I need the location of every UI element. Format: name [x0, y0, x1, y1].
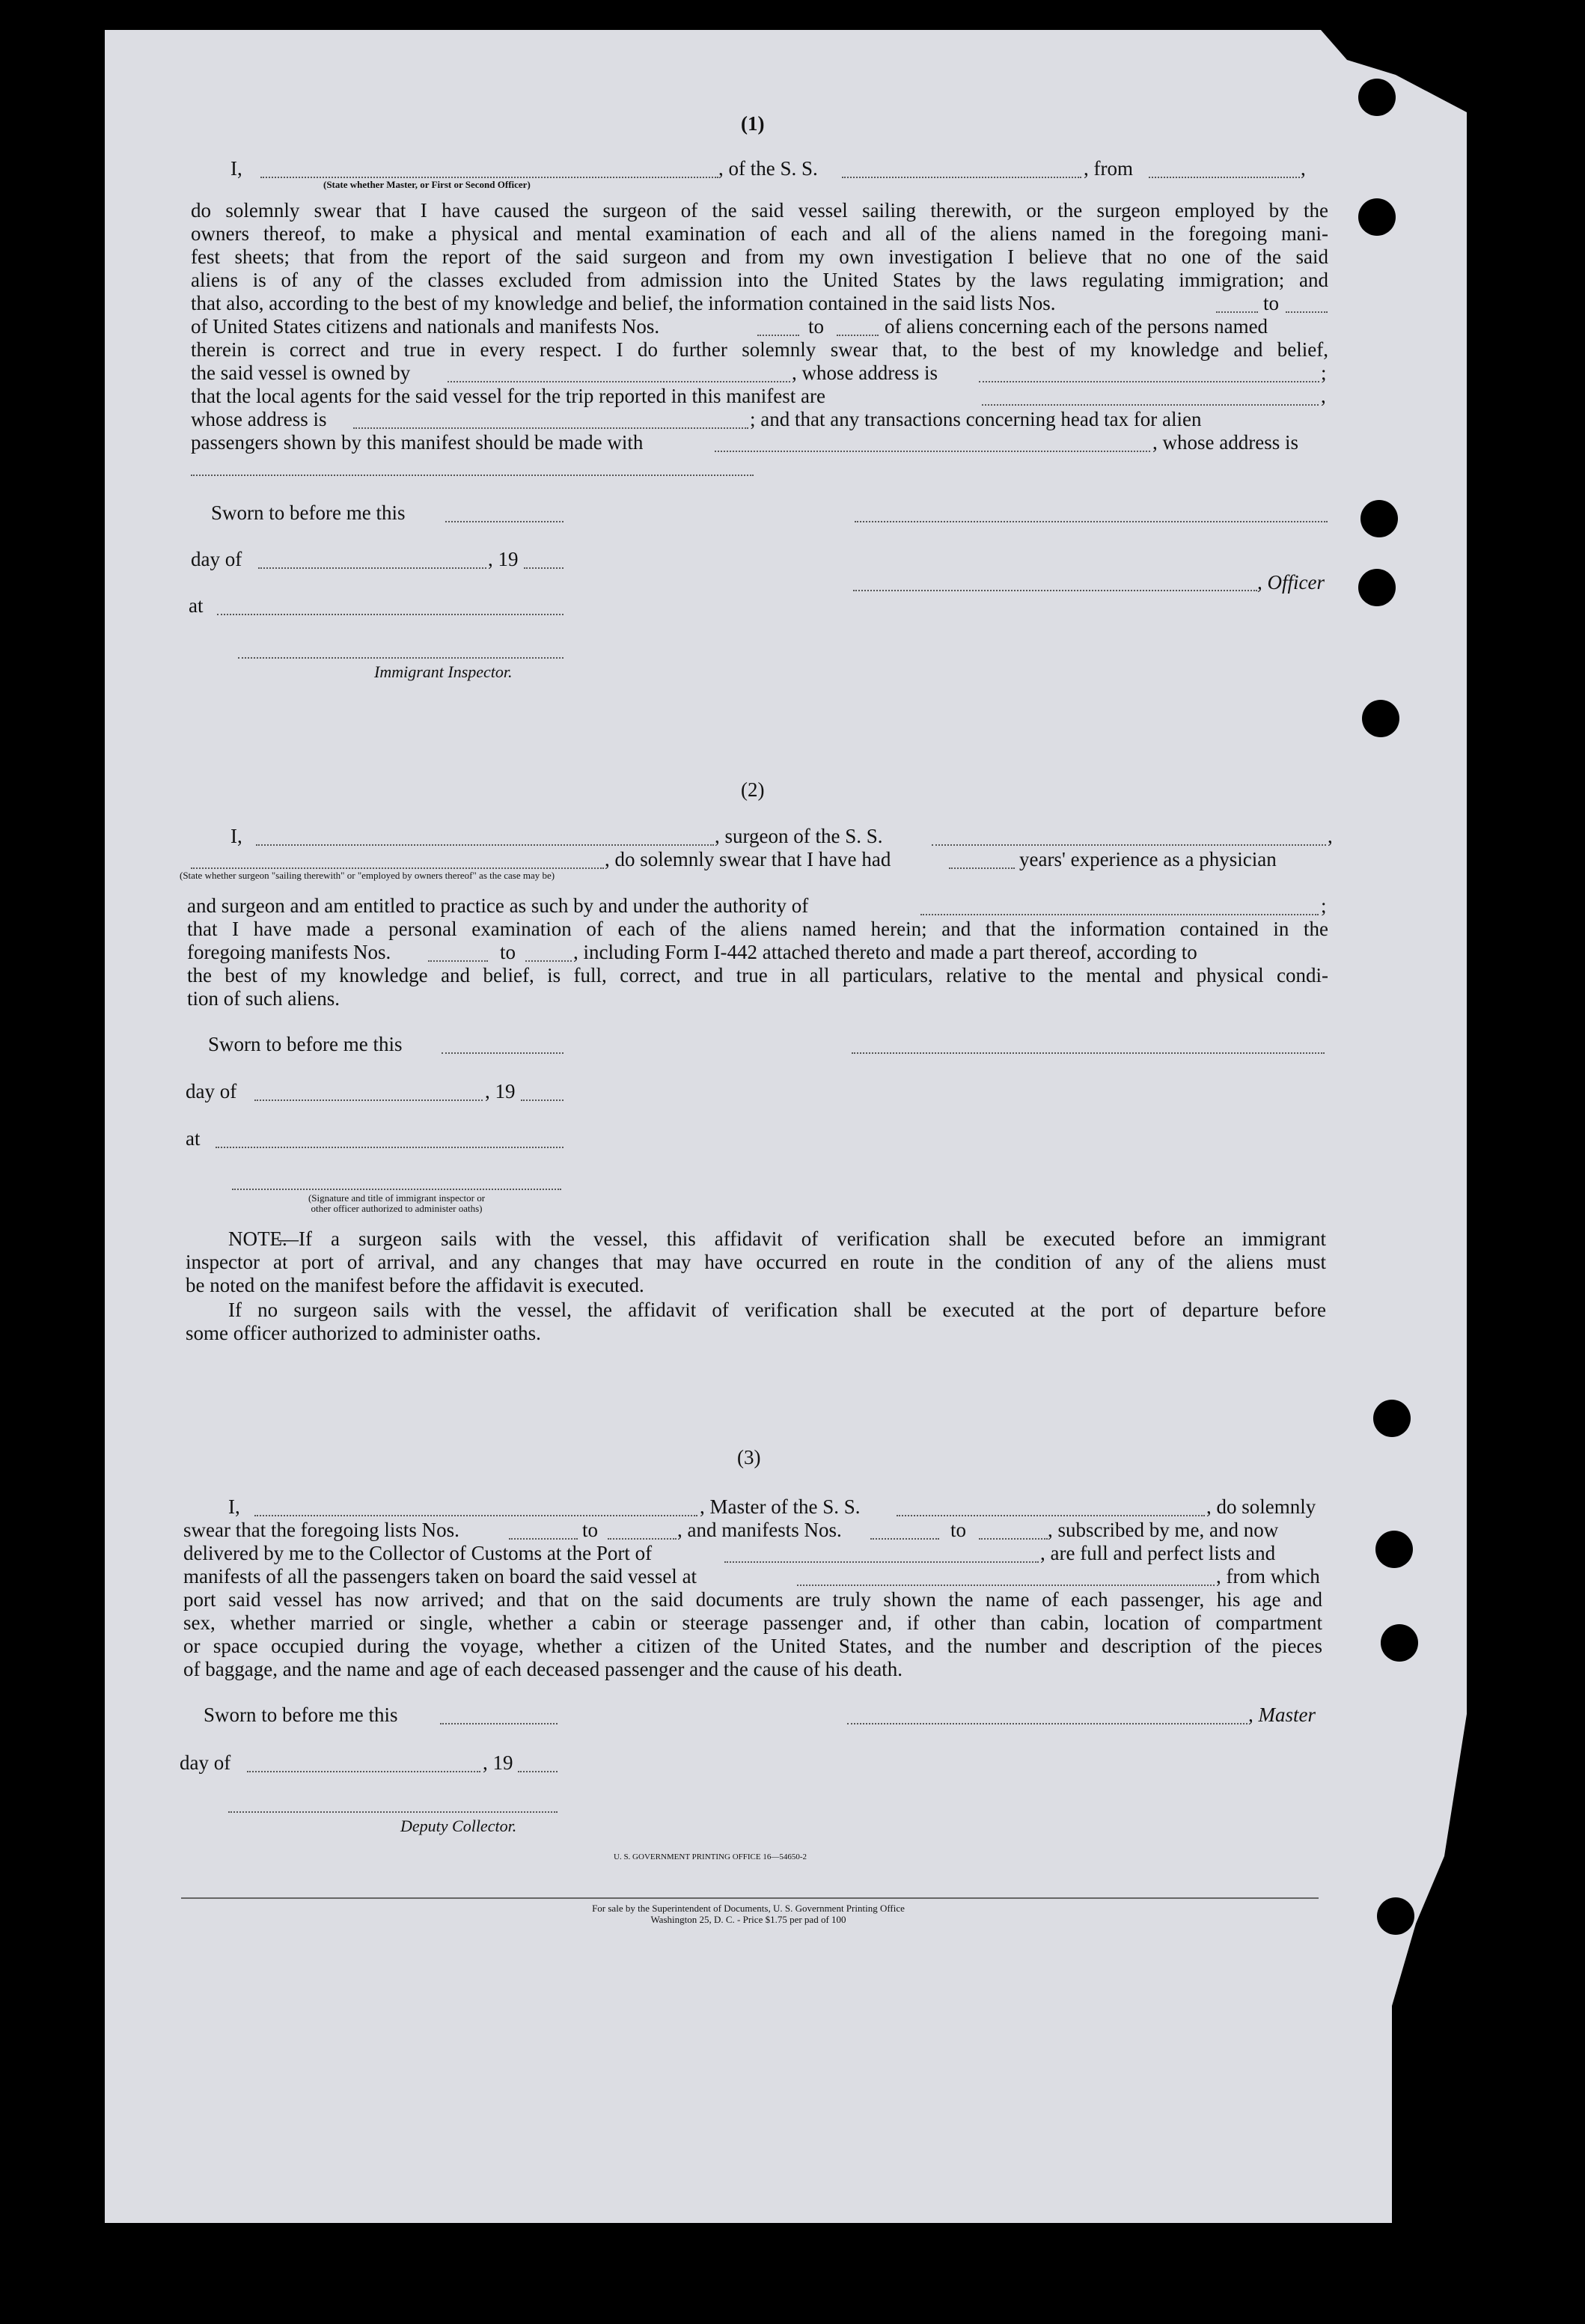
- delivered-text: delivered by me to the Collector of Customs at the Port of: [183, 1542, 653, 1564]
- blank-month: [258, 567, 486, 569]
- sig-note-2: other officer authorized to administer oaths): [311, 1203, 483, 1214]
- blank-at: [217, 614, 564, 615]
- sig-note-1: (Signature and title of immigrant inspector or: [308, 1192, 486, 1204]
- from-label: , from: [1084, 157, 1133, 180]
- blank-s2-inspector: [232, 1189, 561, 1190]
- blank-manifest-from: [757, 335, 799, 336]
- blank-s2-to: [525, 960, 572, 962]
- blank-owner: [448, 381, 790, 382]
- blank-s3-year: [518, 1771, 558, 1772]
- best-text: the best of my knowledge and belief, is full, correct, and true in all particulars, relative to the mental and physical condi-: [187, 964, 1328, 986]
- s1-para-7: therein is correct and true in every respect. I do further solemnly swear that, to the best of my knowledge and belief,: [191, 338, 1328, 361]
- full-lists: , are full and perfect lists and: [1040, 1542, 1276, 1564]
- s3-year: , 19: [483, 1751, 513, 1774]
- s2-year: , 19: [485, 1080, 516, 1102]
- section-1-heading: (1): [741, 112, 765, 135]
- sale-line-2: Washington 25, D. C. - Price $1.75 per pad of 100: [650, 1914, 846, 1925]
- s3-sworn: Sworn to before me this: [204, 1704, 398, 1726]
- blank-master-signature: [847, 1723, 1247, 1724]
- from-which: , from which: [1216, 1565, 1320, 1588]
- whose-address-label: whose address is: [191, 408, 327, 430]
- blank-s3-manifest-to: [979, 1538, 1048, 1540]
- blank-port: [724, 1561, 1039, 1563]
- comma: ,: [1321, 385, 1326, 407]
- owned-by: the said vessel is owned by: [191, 362, 411, 384]
- punch-hole: [1381, 1624, 1418, 1662]
- transactions-text: ; and that any transactions concerning head tax for alien: [750, 408, 1202, 430]
- s2-sworn: Sworn to before me this: [208, 1033, 403, 1055]
- master-of: , Master of the S. S.: [700, 1495, 861, 1518]
- note-line-3: be noted on the manifest before the affidavit is executed.: [186, 1274, 644, 1296]
- punch-hole: [1373, 1400, 1411, 1437]
- s1-para-6: of United States citizens and nationals and manifests Nos.: [191, 315, 660, 338]
- blank-officer-signature: [855, 521, 1328, 522]
- footer-rule: [181, 1897, 1319, 1899]
- gpo-imprint: U. S. GOVERNMENT PRINTING OFFICE 16—54650-2: [614, 1852, 807, 1861]
- blank-s3-sworn-day: [440, 1723, 558, 1724]
- punch-hole: [1358, 79, 1396, 116]
- s3-para-1: port said vessel has now arrived; and that on the said documents are truly shown the name of each passenger, his age and: [183, 1588, 1322, 1611]
- s2-to: to: [500, 941, 516, 963]
- to-label: to: [1263, 292, 1280, 314]
- blank-authority: [920, 914, 1319, 915]
- blank-deputy-signature: [228, 1811, 558, 1813]
- swear-lists: swear that the foregoing lists Nos.: [183, 1519, 459, 1541]
- sworn-label: Sworn to before me this: [211, 501, 406, 524]
- of-the-ss: , of the S. S.: [718, 157, 818, 180]
- blank-officer-title: [853, 590, 1257, 591]
- note-line-1: —If a surgeon sails with the vessel, this affidavit of verification shall be executed before an immigrant: [278, 1227, 1326, 1250]
- punch-hole: [1358, 569, 1396, 606]
- s2-i: I,: [230, 825, 242, 847]
- s1-para-3: fest sheets; that from the report of the said surgeon and from my own investigation I believe that no one of the said: [191, 245, 1328, 268]
- section-2-heading: (2): [741, 778, 765, 801]
- subscribed-text: , subscribed by me, and now: [1048, 1519, 1279, 1541]
- blank-head-tax-address: [191, 475, 754, 476]
- s2-semicolon: ;: [1321, 894, 1327, 917]
- s2-day-of: day of: [186, 1080, 237, 1102]
- blank-years: [949, 867, 1015, 869]
- s2-end: ,: [1328, 825, 1333, 847]
- blank-agents: [982, 404, 1319, 406]
- officer-label: , Officer: [1257, 571, 1325, 594]
- passengers-text: passengers shown by this manifest should be made with: [191, 431, 644, 454]
- semicolon: ;: [1321, 362, 1327, 384]
- blank-s2-sworn-day: [442, 1052, 564, 1054]
- blank-s3-month: [247, 1771, 480, 1772]
- blank-s2-at: [216, 1147, 564, 1148]
- blank-year: [524, 567, 564, 569]
- s1-para-2: owners thereof, to make a physical and mental examination of each and all of the aliens named in the foregoing mani-: [191, 222, 1328, 245]
- including-text: , including Form I-442 attached thereto and made a part thereof, according to: [573, 941, 1197, 963]
- s1-para-4: aliens is of any of the classes excluded from admission into the United States by the laws regulating immigration; and: [191, 269, 1328, 291]
- master-label: , Master: [1248, 1704, 1316, 1726]
- foregoing-text: foregoing manifests Nos.: [187, 941, 391, 963]
- swear-had: , do solemnly swear that I have had: [605, 848, 891, 870]
- do-solemnly: , do solemnly: [1206, 1495, 1316, 1518]
- s3-para-2: sex, whether married or single, whether a cabin or steerage passenger and, if other than cabin, location of compartment: [183, 1611, 1322, 1634]
- surgeon-of: , surgeon of the S. S.: [715, 825, 883, 847]
- blank-inspector-signature: [238, 657, 564, 659]
- whose-address: , whose address is: [792, 362, 938, 384]
- line1-end: ,: [1301, 157, 1306, 180]
- line-i: I,: [230, 157, 242, 180]
- blank-manifest-to: [837, 335, 879, 336]
- note-line-2: inspector at port of arrival, and any changes that may have occurred en route in the condition of any of the aliens must: [186, 1251, 1326, 1273]
- local-agents: that the local agents for the said vessel for the trip reported in this manifest are: [191, 385, 825, 407]
- blank-master-name: [254, 1515, 697, 1516]
- blank-s3-lists-to: [608, 1538, 677, 1540]
- blank-from: [1149, 177, 1300, 178]
- blank-s2-year: [521, 1100, 564, 1101]
- to-label: to: [808, 315, 825, 338]
- blank-head-tax: [715, 451, 1150, 452]
- blank-master: [260, 177, 718, 178]
- s3-to-1: to: [582, 1519, 599, 1541]
- day-of-label: day of: [191, 548, 242, 570]
- punch-hole: [1358, 198, 1396, 236]
- blank-lists-to: [1286, 311, 1328, 313]
- punch-hole: [1377, 1897, 1414, 1935]
- s3-para-4: of baggage, and the name and age of each deceased passenger and the cause of his death.: [183, 1658, 903, 1680]
- blank-agent-address: [353, 427, 748, 429]
- blank-lists-from: [1216, 311, 1258, 313]
- s1-para-5: that also, according to the best of my knowledge and belief, the information contained in the said lists Nos.: [191, 292, 1056, 314]
- blank-s2-signature: [852, 1052, 1325, 1054]
- whose-address-end: , whose address is: [1152, 431, 1298, 454]
- blank-owner-address: [979, 381, 1319, 382]
- blank-s3-ship: [897, 1515, 1205, 1516]
- punch-hole: [1360, 500, 1398, 537]
- s3-i: I,: [228, 1495, 240, 1518]
- blank-ship: [842, 177, 1081, 178]
- manifests-of: manifests of all the passengers taken on board the said vessel at: [183, 1565, 697, 1588]
- note2-line-1: If no surgeon sails with the vessel, the affidavit of verification shall be executed at the port of departure before: [228, 1299, 1326, 1321]
- s1-para-1: do solemnly swear that I have caused the surgeon of the said vessel sailing therewith, or the surgeon employed by the: [191, 199, 1328, 222]
- note-surgeon: (State whether surgeon "sailing therewith" or "employed by owners thereof" as the case may be): [180, 870, 555, 881]
- blank-s3-manifest-from: [870, 1538, 939, 1540]
- blank-sworn-day: [445, 521, 564, 522]
- authority-text: and surgeon and am entitled to practice as such by and under the authority of: [187, 894, 809, 917]
- and-manifests: , and manifests Nos.: [677, 1519, 842, 1541]
- punch-hole: [1362, 700, 1399, 737]
- exam-text: that I have made a personal examination of each of the aliens named herein; and that the information contained in the: [187, 918, 1328, 940]
- s2-at: at: [186, 1127, 201, 1150]
- s3-day-of: day of: [180, 1751, 231, 1774]
- blank-surgeon-name: [256, 844, 714, 846]
- deputy-label: Deputy Collector.: [400, 1817, 517, 1835]
- concerning-text: of aliens concerning each of the persons named: [885, 315, 1268, 338]
- inspector-label: Immigrant Inspector.: [374, 662, 513, 681]
- aliens-text: tion of such aliens.: [187, 987, 340, 1010]
- note2-line-2: some officer authorized to administer oaths.: [186, 1322, 541, 1344]
- sale-line-1: For sale by the Superintendent of Documents, U. S. Government Printing Office: [592, 1903, 905, 1914]
- s3-to-2: to: [950, 1519, 967, 1541]
- blank-s3-lists-from: [509, 1538, 578, 1540]
- note-master: (State whether Master, or First or Second Officer): [323, 179, 531, 190]
- blank-boarding-port: [797, 1585, 1215, 1586]
- blank-s2-ship: [932, 844, 1326, 846]
- year-label: , 19: [488, 548, 519, 570]
- s3-para-3: or space occupied during the voyage, whether a citizen of the United States, and the number and description of the pieces: [183, 1635, 1322, 1657]
- section-3-heading: (3): [737, 1446, 761, 1468]
- punch-hole: [1375, 1531, 1413, 1568]
- note-label: NOTE.: [228, 1227, 287, 1250]
- blank-s2-from: [428, 960, 488, 962]
- blank-s2-month: [254, 1100, 483, 1101]
- years-experience: years' experience as a physician: [1019, 848, 1277, 870]
- blank-surgeon-type: [191, 867, 604, 869]
- at-label: at: [189, 594, 204, 617]
